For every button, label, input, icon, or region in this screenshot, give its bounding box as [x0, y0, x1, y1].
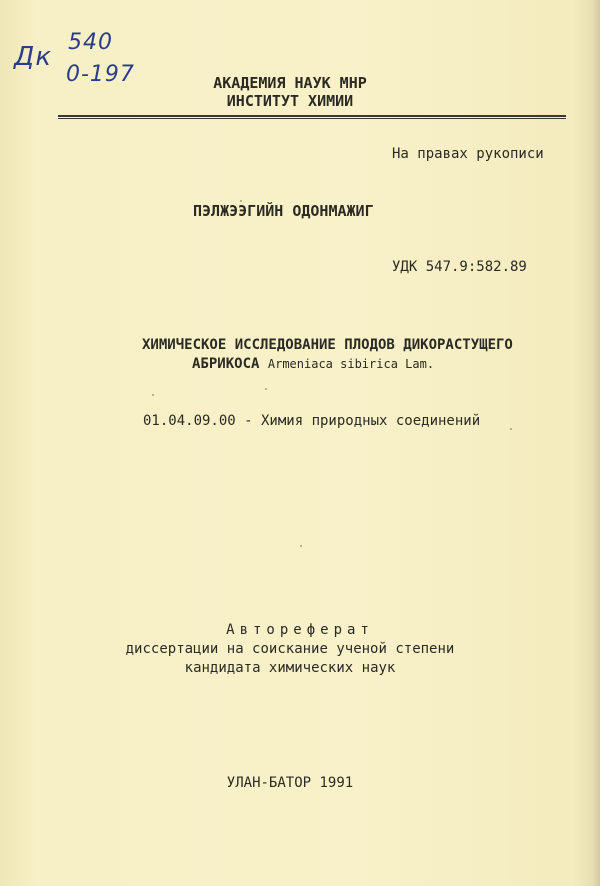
handwritten-code-suffix: 0-197: [66, 62, 135, 87]
handwritten-code-number: 540: [68, 30, 113, 55]
title-latin-name: Armeniaca sibirica Lam.: [267, 357, 435, 371]
paper-speck: [300, 545, 302, 547]
paper-speck: [265, 388, 267, 390]
header-institute: ИНСТИТУТ ХИМИИ: [226, 92, 354, 110]
title-apricot: АБРИКОСА: [192, 356, 260, 372]
specialty: 01.04.09.00 - Химия природных соединений: [143, 413, 481, 429]
abstract-label: Автореферат: [226, 622, 374, 638]
title-line-1: ХИМИЧЕСКОЕ ИССЛЕДОВАНИЕ ПЛОДОВ ДИКОРАСТУЩЕГО: [142, 337, 513, 353]
paper-speck: [510, 428, 512, 430]
header-rule-thin: [58, 118, 566, 119]
header-rule: [58, 115, 566, 117]
handwritten-code-prefix: Дк: [14, 42, 53, 72]
page-spine-shadow: [574, 0, 600, 886]
manuscript-rights: На правах рукописи: [392, 146, 544, 162]
author-name: ПЭЛЖЭЭГИЙН ОДОНМАЖИГ: [193, 202, 374, 220]
abstract-dissertation: диссертации на соискание ученой степени: [125, 641, 455, 657]
udk-code: УДК 547.9:582.89: [392, 259, 527, 275]
paper-speck: [152, 394, 154, 396]
title-line-2: [192, 356, 434, 372]
paper-speck: [240, 200, 242, 202]
place-year: УЛАН-БАТОР 1991: [226, 775, 354, 791]
abstract-degree: кандидата химических наук: [184, 660, 396, 676]
header-academy: АКАДЕМИЯ НАУК МНР: [213, 74, 367, 92]
